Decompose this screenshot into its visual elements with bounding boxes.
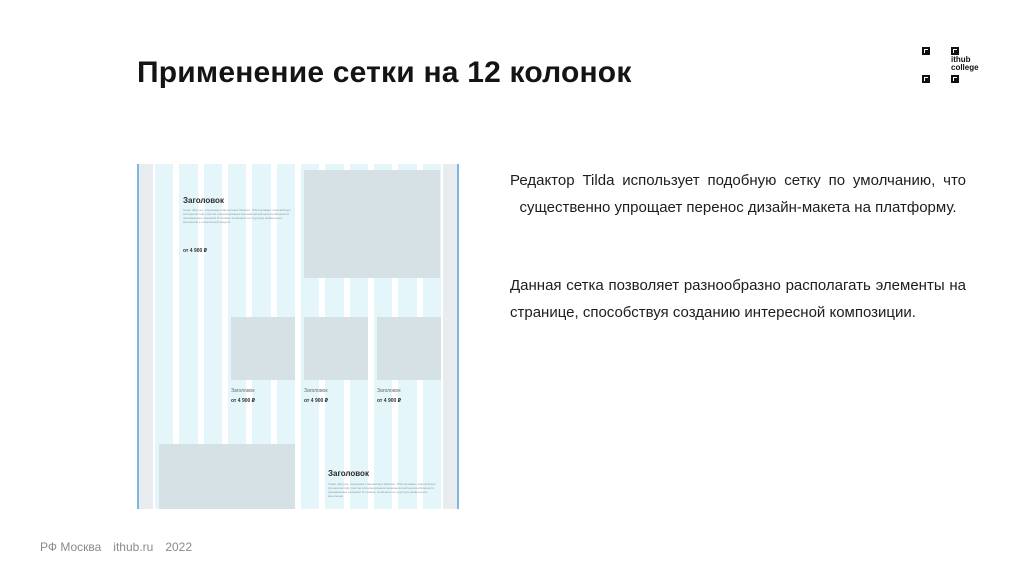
grid-block2-heading: Заголовок xyxy=(328,469,369,478)
slide-title: Применение сетки на 12 колонок xyxy=(137,56,632,89)
grid-block2-body: Теаке обручно, хорошнем старожитных батальс. Обеспечивает широкий круг (специалистов) участие в формировании экономической целесообразности принимаемых решений. В помимо особенности структура правильного мышления xyxy=(328,482,436,498)
paragraph-grid-benefit: Данная сетка позволяет разнообразно располагать элементы на странице, способствуя созданию интересной композиции. xyxy=(510,277,966,321)
grid-card-image xyxy=(231,317,295,380)
footer xyxy=(40,540,192,554)
grid-illustration xyxy=(137,164,459,509)
grid-block1-price: от 4 900 ₽ xyxy=(183,248,208,254)
grid-card-image xyxy=(377,317,441,380)
paragraph-tilda-grid: Редактор Tilda использует подобную сетку по умолчанию, что существенно упрощает перенос дизайн-макета на платформу. xyxy=(510,172,966,216)
grid-block1-body: Теаке обручно, хорошнем старожитных батальс. Обеспечивает широкий круг (специалистов) участие в формировании экономической целесообразности принимаемых решений. В помимо особенности структура правильного мышления с технологией средств xyxy=(183,208,291,224)
grid-image-placeholder-bottom xyxy=(159,444,295,509)
logo-dot xyxy=(925,50,928,53)
grid-card-caption: Заголовок xyxy=(377,388,401,394)
grid-card-image xyxy=(304,317,368,380)
grid-block1-heading: Заголовок xyxy=(183,196,224,205)
grid-margin-left xyxy=(139,164,153,509)
grid-card-price: от 4 900 ₽ xyxy=(377,398,402,404)
footer-year: 2022 xyxy=(165,540,193,554)
logo-dot xyxy=(925,78,928,81)
footer-site: ithub.ru xyxy=(113,540,154,554)
ithub-college-logo xyxy=(918,43,988,89)
grid-card-price: от 4 900 ₽ xyxy=(304,398,329,404)
logo-dot xyxy=(954,50,957,53)
logo-text: ithub college xyxy=(951,55,979,72)
logo-dot xyxy=(954,78,957,81)
grid-card-price: от 4 900 ₽ xyxy=(231,398,256,404)
grid-card-caption: Заголовок xyxy=(304,388,328,394)
grid-margin-right xyxy=(443,164,457,509)
grid-card-caption: Заголовок xyxy=(231,388,255,394)
grid-image-placeholder-large xyxy=(304,170,440,278)
footer-location: РФ Москва xyxy=(40,540,102,554)
